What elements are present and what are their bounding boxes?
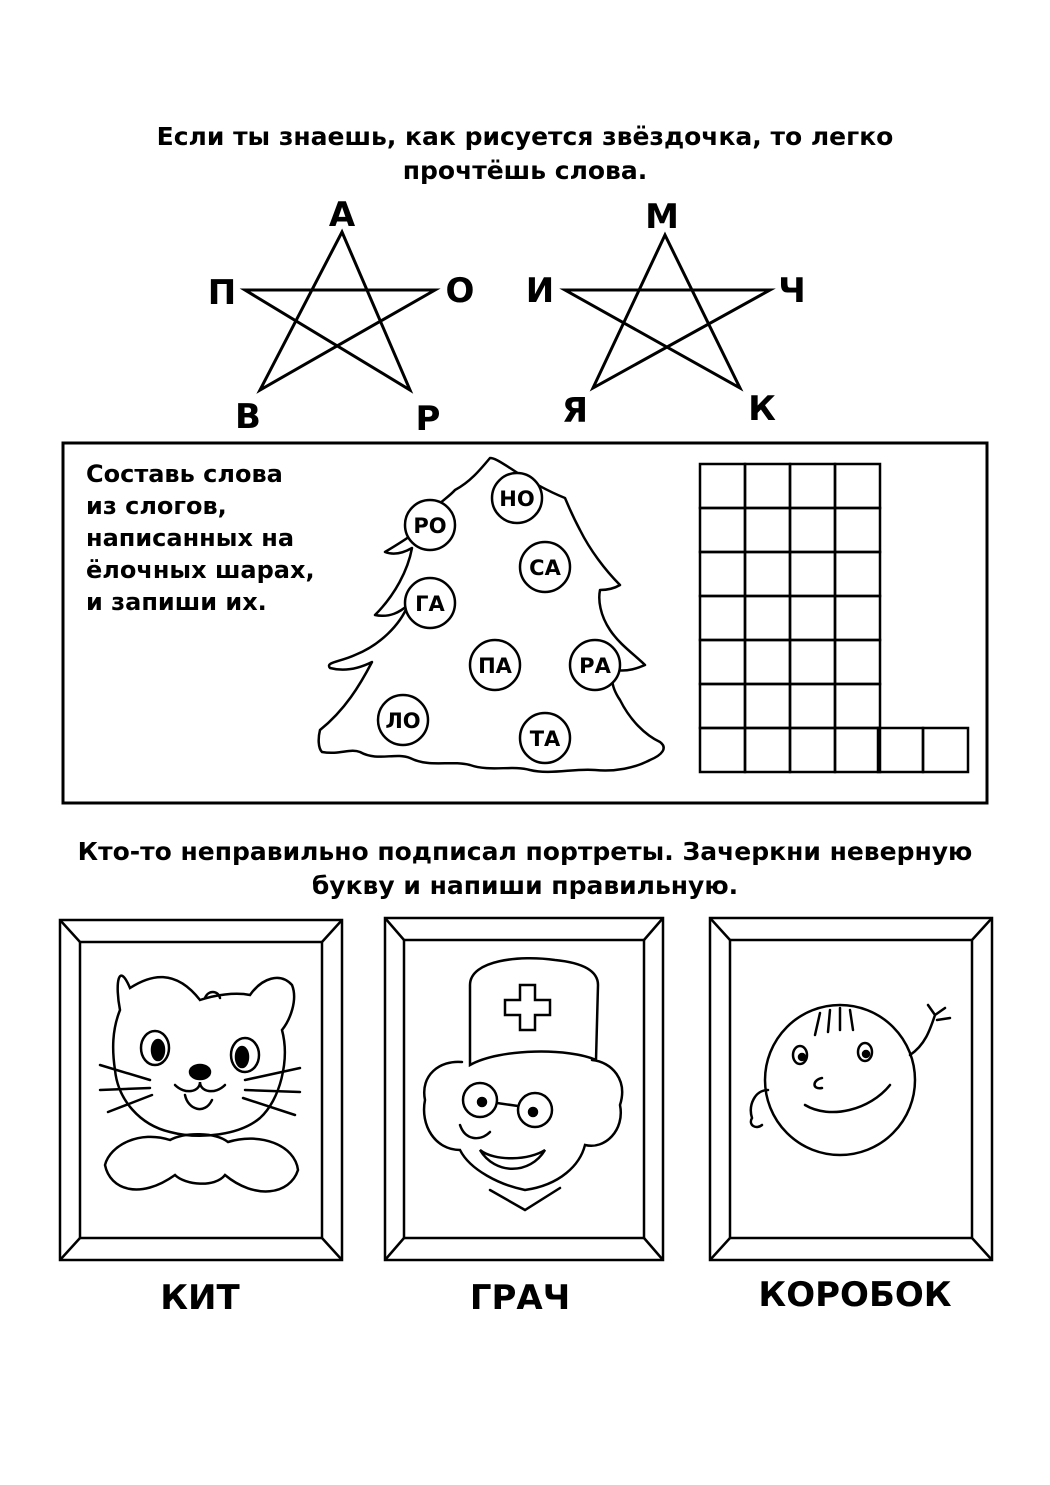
task3-line1: Кто-то неправильно подписал портреты. Зачеркни неверную <box>77 837 973 866</box>
ornament-4-label: ГА <box>415 592 445 616</box>
star-puzzle-1 <box>208 195 475 439</box>
grid-cell[interactable] <box>745 640 790 684</box>
cat-icon <box>100 976 300 1192</box>
grid-cell[interactable] <box>835 640 880 684</box>
star-2-letter-bottom-left: Я <box>561 391 589 431</box>
star-2-letter-top: М <box>645 197 679 237</box>
grid-cell[interactable] <box>700 728 745 772</box>
grid-cell[interactable] <box>835 728 880 772</box>
portrait-frame-3 <box>710 918 992 1260</box>
grid-cell[interactable] <box>700 552 745 596</box>
grid-cell[interactable] <box>790 508 835 552</box>
caption-3: КОРОБОК <box>758 1275 952 1315</box>
star-puzzle-2 <box>526 197 806 431</box>
caption-1: КИТ <box>160 1278 240 1318</box>
grid-cell[interactable] <box>790 464 835 508</box>
grid-cell[interactable] <box>835 684 880 728</box>
answer-grid[interactable] <box>700 464 968 772</box>
task3-line2: букву и напиши правильную. <box>311 871 739 900</box>
kolobok-icon <box>751 1005 950 1155</box>
christmas-tree-icon <box>319 458 664 772</box>
grid-cell[interactable] <box>790 552 835 596</box>
grid-cell[interactable] <box>835 596 880 640</box>
ornament-1-label: НО <box>499 487 535 511</box>
ornament-8 <box>520 713 570 763</box>
ornaments <box>378 473 620 763</box>
grid-cell[interactable] <box>700 640 745 684</box>
task1-line2: прочтёшь слова. <box>402 156 648 185</box>
grid-cell[interactable] <box>700 684 745 728</box>
star-1-shape <box>245 232 435 390</box>
grid-cell[interactable] <box>923 728 968 772</box>
star-1-letter-bottom-left: В <box>235 397 261 437</box>
task2-instruction <box>86 458 315 618</box>
star-1-letter-right: О <box>445 271 475 311</box>
ornament-6-label: РА <box>579 654 611 678</box>
task3-instruction <box>0 835 1050 903</box>
star-2-letter-right: Ч <box>778 271 806 311</box>
grid-cell[interactable] <box>790 640 835 684</box>
ornament-8-label: ТА <box>529 727 561 751</box>
grid-cell[interactable] <box>878 728 923 772</box>
grid-cell[interactable] <box>700 464 745 508</box>
task1-line1: Если ты знаешь, как рисуется звёздочка, то легко <box>156 122 894 151</box>
grid-cell[interactable] <box>700 596 745 640</box>
grid-cell[interactable] <box>835 552 880 596</box>
star-2-shape <box>565 235 770 388</box>
ornament-5-label: ПА <box>478 654 512 678</box>
task2-line-4: ёлочных шарах, <box>86 556 315 584</box>
task2-line-5: и запиши их. <box>86 588 267 616</box>
grid-cell[interactable] <box>745 728 790 772</box>
ornament-6 <box>570 640 620 690</box>
grid-cell[interactable] <box>835 464 880 508</box>
task2-line-1: Составь слова <box>86 460 283 488</box>
star-2-letter-bottom-right: К <box>748 389 776 429</box>
ornament-4 <box>405 578 455 628</box>
star-1-letter-left: П <box>207 273 237 313</box>
grid-cell[interactable] <box>790 684 835 728</box>
grid-cell[interactable] <box>700 508 745 552</box>
star-2-letter-left: И <box>525 271 555 311</box>
caption-2: ГРАЧ <box>469 1278 571 1318</box>
grid-cell[interactable] <box>835 508 880 552</box>
grid-cell[interactable] <box>790 728 835 772</box>
ornament-3-label: СА <box>529 556 561 580</box>
star-1-letter-bottom-right: Р <box>415 399 441 439</box>
task2-line-2: из слогов, <box>86 492 227 520</box>
grid-cell[interactable] <box>745 684 790 728</box>
task2-line-3: написанных на <box>86 524 295 552</box>
ornament-7-label: ЛО <box>385 709 421 733</box>
ornament-7 <box>378 695 428 745</box>
ornament-2 <box>405 500 455 550</box>
grid-cell[interactable] <box>745 596 790 640</box>
ornament-3 <box>520 542 570 592</box>
star-1-letter-top: А <box>328 195 356 235</box>
ornament-5 <box>470 640 520 690</box>
grid-cell[interactable] <box>790 596 835 640</box>
doctor-icon <box>424 958 622 1210</box>
grid-cell[interactable] <box>745 552 790 596</box>
grid-cell[interactable] <box>745 508 790 552</box>
grid-cell[interactable] <box>745 464 790 508</box>
ornament-1 <box>492 473 542 523</box>
ornament-2-label: РО <box>413 514 447 538</box>
